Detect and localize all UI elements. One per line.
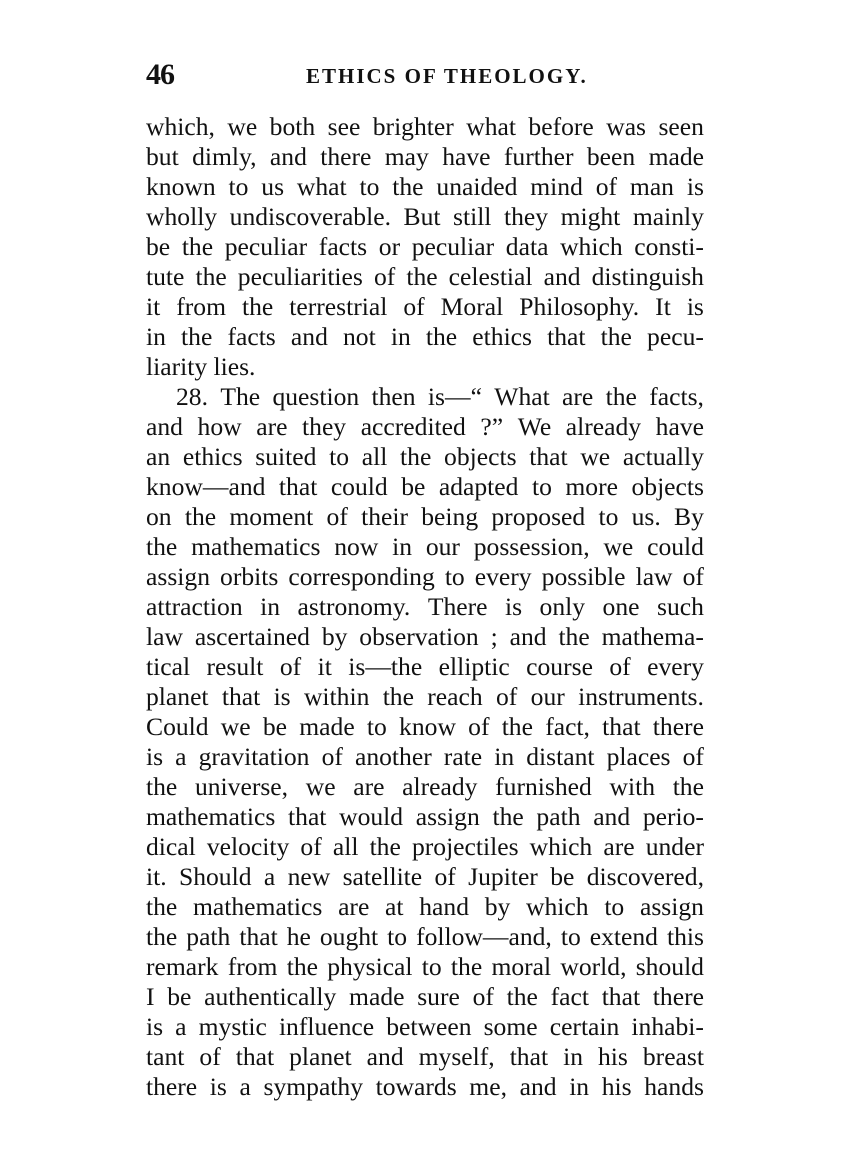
text-line: planet that is within the reach of our instruments. <box>146 682 704 711</box>
text-line: tant of that planet and myself, that in his breast <box>146 1042 704 1071</box>
text-line: it. Should a new satellite of Jupiter be discovered, <box>146 862 704 891</box>
text-line: in the facts and not in the ethics that the pecu- <box>146 322 704 351</box>
running-head: ETHICS OF THEOLOGY. <box>306 64 588 88</box>
text-line: is a mystic influence between some certain inhabi- <box>146 1012 704 1041</box>
text-line: tical result of it is—the elliptic course of every <box>146 652 704 681</box>
text-line: and how are they accredited ?” We already have <box>146 412 704 441</box>
text-line: there is a sympathy towards me, and in his hands <box>146 1072 704 1101</box>
text-line: I be authentically made sure of the fact that there <box>146 982 704 1011</box>
text-line: it from the terrestrial of Moral Philosophy. It is <box>146 292 704 321</box>
text-line: law ascertained by observation ; and the mathema- <box>146 622 704 651</box>
text-line: Could we be made to know of the fact, that there <box>146 712 704 741</box>
text-line: which, we both see brighter what before was seen <box>146 112 704 141</box>
text-line: know—and that could be adapted to more objects <box>146 472 704 501</box>
text-line: wholly undiscoverable. But still they might mainly <box>146 202 704 231</box>
text-line: is a gravitation of another rate in distant places of <box>146 742 704 771</box>
text-line: but dimly, and there may have further been made <box>146 142 704 171</box>
body-text <box>146 112 704 1102</box>
text-line: the path that he ought to follow—and, to extend this <box>146 922 704 951</box>
text-line: assign orbits corresponding to every possible law of <box>146 562 704 591</box>
page-header <box>146 58 706 94</box>
text-line: an ethics suited to all the objects that we actually <box>146 442 704 471</box>
text-line: mathematics that would assign the path and perio- <box>146 802 704 831</box>
text-line: dical velocity of all the projectiles which are under <box>146 832 704 861</box>
text-line: remark from the physical to the moral world, should <box>146 952 704 981</box>
text-line: tute the peculiarities of the celestial and distinguish <box>146 262 704 291</box>
text-line: liarity lies. <box>146 352 256 381</box>
text-line: the mathematics now in our possession, we could <box>146 532 704 561</box>
text-line: on the moment of their being proposed to us. By <box>146 502 704 531</box>
text-line: the mathematics are at hand by which to assign <box>146 892 704 921</box>
text-line: the universe, we are already furnished with the <box>146 772 704 801</box>
text-line: known to us what to the unaided mind of man is <box>146 172 704 201</box>
text-line: be the peculiar facts or peculiar data which consti- <box>146 232 704 261</box>
text-line: 28. The question then is—“ What are the facts, <box>176 382 704 411</box>
page-number: 46 <box>146 58 174 91</box>
text-line: attraction in astronomy. There is only one such <box>146 592 704 621</box>
